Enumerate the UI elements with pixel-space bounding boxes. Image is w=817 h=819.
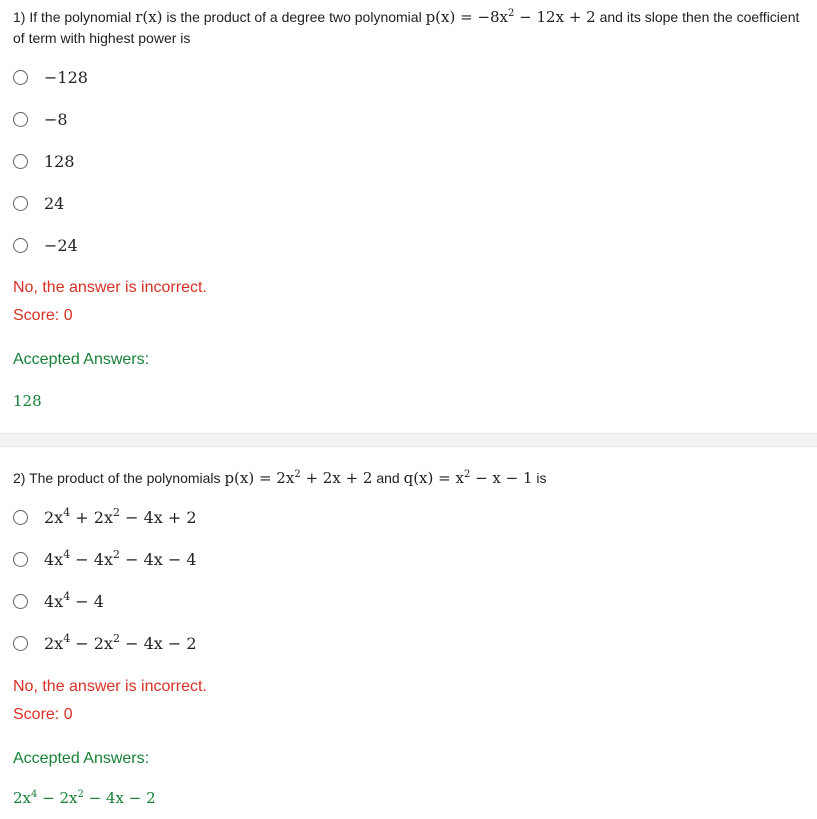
question-separator [0,433,817,447]
question-1-text [13,7,813,49]
accepted-answers-title: Accepted Answers: [13,750,150,767]
option-label: $2x^4 - 2x^2 - 4x - 2$ [44,631,197,653]
question-2 [0,447,817,819]
option-label: −24 [44,235,78,255]
option-4[interactable] [13,191,64,215]
option-3[interactable] [13,589,104,613]
feedback-message: No, the answer is incorrect. [13,279,207,296]
option-2[interactable] [13,547,197,571]
question-text-part: The product of the polynomials [29,470,221,486]
radio-button[interactable] [13,196,28,211]
math-expression: $p(x) = -8x^2 - 12x + 2$ [425,8,596,26]
option-label: $4x^4 - 4x^2 - 4x - 4$ [44,547,197,569]
question-number: 1) [13,9,26,25]
radio-button[interactable] [13,552,28,567]
radio-button[interactable] [13,594,28,609]
option-label: 24 [44,193,65,213]
radio-button[interactable] [13,510,28,525]
accepted-answers-title: Accepted Answers: [13,351,150,368]
option-label: 128 [44,151,75,171]
radio-button[interactable] [13,70,28,85]
question-number: 2) [13,470,26,486]
feedback-message: No, the answer is incorrect. [13,678,207,695]
option-3[interactable] [13,149,75,173]
option-4[interactable] [13,631,197,655]
option-label: $2x^4 + 2x^2 - 4x + 2$ [44,505,197,527]
math-expression: r(x) [135,8,163,26]
option-1[interactable] [13,65,88,89]
question-text-part: is [536,470,547,486]
question-text-part: If the polynomial [29,9,132,25]
question-text-part: and its slope then the coefficient of term with highest power is [13,9,800,46]
radio-button[interactable] [13,112,28,127]
radio-button[interactable] [13,238,28,253]
option-label: −128 [44,67,88,87]
question-text-part: is the product of a degree two polynomial [166,9,422,25]
math-expression: $p(x) = 2x^2 + 2x + 2$ [224,469,373,487]
accepted-answer-value: $2x^4 - 2x^2 - 4x - 2$ [13,789,156,807]
score-text: Score: 0 [13,706,73,723]
option-2[interactable] [13,107,68,131]
option-1[interactable] [13,505,197,529]
question-2-text [13,468,813,489]
math-expression: $q(x) = x^2 - x - 1$ [403,469,533,487]
question-text-part: and [376,470,400,486]
score-text: Score: 0 [13,307,73,324]
accepted-answer-value: 128 [13,392,42,410]
radio-button[interactable] [13,154,28,169]
option-label: −8 [44,109,68,129]
option-label: $4x^4 - 4$ [44,589,104,611]
radio-button[interactable] [13,636,28,651]
option-5[interactable] [13,233,78,257]
